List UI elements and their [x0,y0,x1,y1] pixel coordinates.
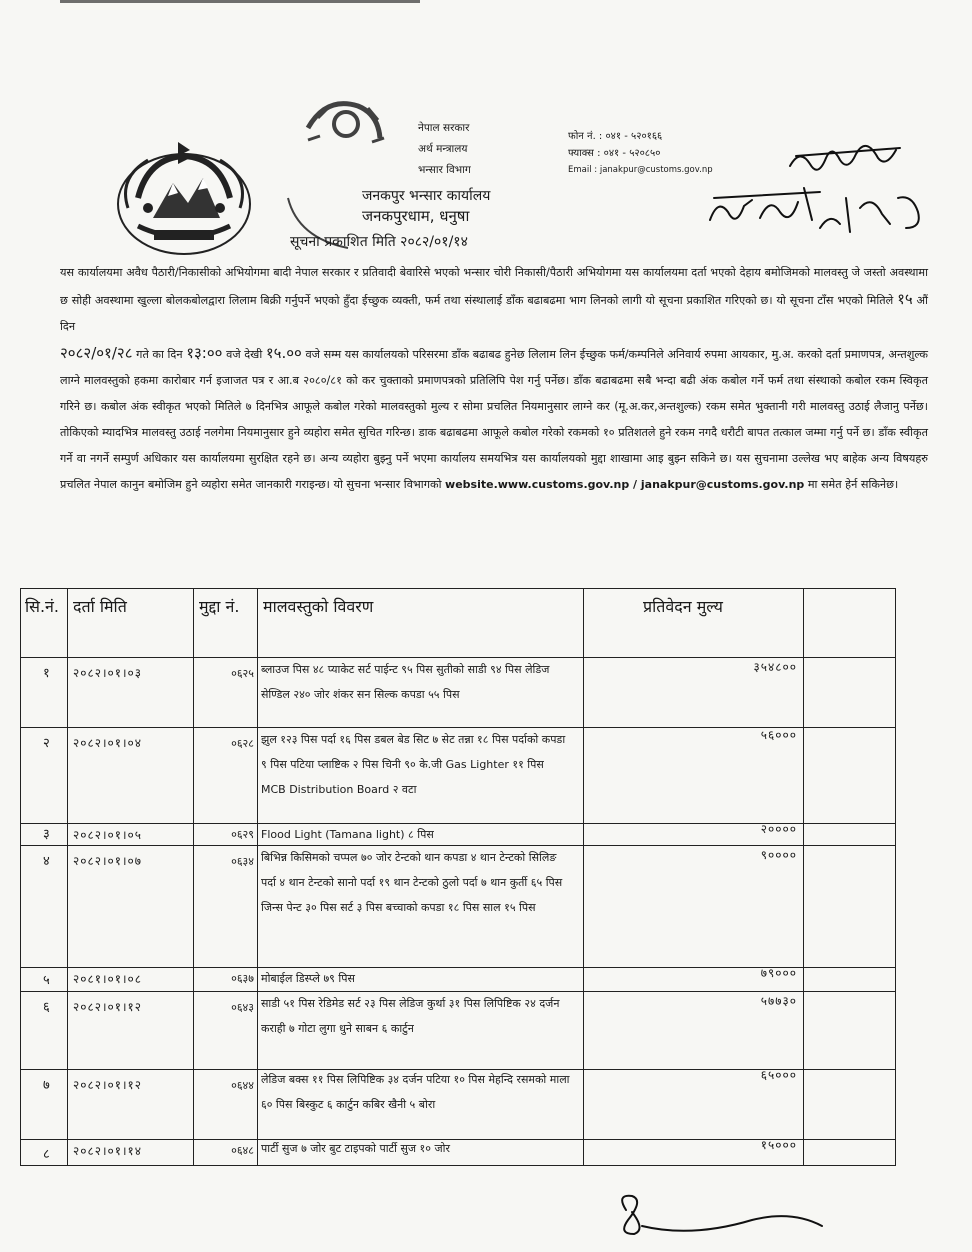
row-3-sn: ३ [43,827,50,842]
row-1-desc: ब्लाउज पिस ४८ प्याकेट सर्ट पाईन्ट ९५ पिस सुतीको साडी ९४ पिस लेडिज सेण्डिल २४० जोर शंकर सन सिल्क कपडा ५५ पिस [261,663,550,701]
row-3-date: २०८२।०१।०५ [73,828,143,842]
row-5-value: ७९००० [760,966,797,980]
row-6-date: २०८२।०१।१२ [73,1000,143,1014]
row-5-date: २०८१।०१।०८ [73,972,143,986]
table-col-divider [257,589,258,1165]
row-4-date: २०८२।०१।०७ [73,854,143,868]
phone-number: फोन नं. : ०४१ - ५२०१६६ [568,131,663,142]
row-1-value: ३५४८०० [753,660,797,674]
row-8-value: १५००० [760,1138,797,1152]
header-value: प्रतिवेदन मुल्य [643,597,723,616]
row-1-sn: १ [43,666,50,681]
row-5-desc: मोबाईल डिस्प्ले ७९ पिस [261,972,355,985]
table-col-divider [583,589,584,1165]
row-6-sn: ६ [43,1000,50,1015]
header-desc: मालवस्तुको विवरण [263,597,374,616]
row-7-case: ०६४४ [231,1079,254,1092]
office-name: जनकपुर भन्सार कार्यालय [362,188,491,204]
row-4-case: ०६३४ [231,855,254,868]
notice-text-end: मा समेत हेर्न सकिनेछ। [807,478,899,491]
office-location: जनकपुरधाम, धनुषा [362,207,470,225]
auction-end-time: १५.०० [265,344,302,362]
row-6-desc: साडी ५१ पिस रेडिमेड सर्ट २३ पिस लेडिज कुर्था ३१ पिस लिपिष्टिक २४ दर्जन कराही ७ गोटा लुगा धुने साबन ६ कार्टुन [261,997,560,1035]
table-col-divider [193,589,194,1165]
row-8-date: २०८२।०१।१४ [73,1144,143,1158]
row-5-case: ०६३७ [231,972,254,985]
auction-date: २०८२/०१/२८ [60,344,133,362]
row-2-date: २०८२।०१।०४ [73,736,143,750]
row-7-sn: ७ [43,1078,50,1093]
row-7-desc: लेडिज बक्स ११ पिस लिपिष्टिक ३४ दर्जन पटिया १० पिस मेहन्दि रसमको माला ६० पिस बिस्कुट ६ कार्टुन कबिर खैनी ५ बोरा [261,1073,570,1111]
nepal-emblem-icon [108,138,260,260]
header-case: मुद्दा नं. [199,597,240,616]
row-3-value: २०००० [760,822,797,836]
publish-date: सूचना प्रकाशित मिति २०८२/०१/१४ [290,234,468,250]
row-6-value: ५७७३० [760,994,797,1008]
notice-text-2a: गते का दिन [136,348,183,361]
row-2-desc: झुल १२३ पिस पर्दा १६ पिस डबल बेड सिट ७ सेट तन्ना १८ पिस पर्दाको कपडा ९ पिस पटिया प्लाष्टिक २ पिस चिनी ९० के.जी Gas Lighter ११ पिस MCB Distribution Board २ वटा [261,733,566,796]
header-sn: सि.नं. [25,597,60,616]
row-3-case: ०६२९ [231,828,254,841]
header-date: दर्ता मिति [73,597,127,616]
table-col-divider [67,589,68,1165]
auction-start-time: १३:०० [186,344,223,362]
notice-text-1: यस कार्यालयमा अवैध पैठारी/निकासीको अभियोगमा बादी नेपाल सरकार र प्रतिवादी बेवारिसे भएको भन्सार चोरी निकासी/पैठारी अभियोगमा यस कार्यालयमा दर्ता भएको देहाय बमोजिमको मालवस्तु जे जस्तो अवस्थामा छ सोही अवस्थामा खुल्ला बोलकबोलद्वारा लिलाम बिक्री गर्नुपर्ने भएको हुँदा ईच्छुक व्यक्ती, फर्म तथा संस्थालाई डाँक बढाबढमा भाग लिनको लागी यो सूचना प्रकाशित गरिएको छ। यो सूचना टाँस भएको मितिले [60,266,928,307]
office-block [362,186,490,226]
row-8-case: ०६४८ [231,1144,254,1157]
table-col-divider [803,589,804,1165]
row-2-value: ५६००० [760,728,797,742]
row-6-case: ०६४३ [231,1001,254,1014]
row-2-case: ०६२८ [231,737,254,750]
row-8-sn: ८ [43,1147,50,1162]
handwritten-note [700,128,930,248]
row-7-date: २०८२।०१।१२ [73,1078,143,1092]
row-7-value: ६५००० [760,1068,797,1082]
row-2-sn: २ [43,736,50,751]
row-3-desc: Flood Light (Tamana light) ८ पिस [261,828,434,841]
gov-name: नेपाल सरकार [418,122,470,134]
contact-block [568,128,713,179]
department-name: भन्सार विभाग [418,164,471,176]
row-8-desc: पार्टी सुज ७ जोर बुट टाइपको पार्टी सुज १० जोर [261,1142,450,1155]
fax-number: फ्याक्स : ०४१ - ५२०८५० [568,148,661,159]
row-4-value: ९०००० [760,848,797,862]
notice-days: १५ [897,290,913,308]
notice-text-2b: वजे देखी [226,348,263,361]
scan-edge [60,0,420,3]
ministry-name: अर्थ मन्त्रालय [418,143,468,155]
row-4-sn: ४ [43,854,50,869]
website-link[interactable]: website.www.customs.gov.np / janakpur@customs.gov.np [445,478,805,491]
row-4-desc: बिभिन्न किसिमको चप्पल ७० जोर टेन्टको थान कपडा ४ थान टेन्टको सिलिङ पर्दा ४ थान टेन्टको सानो पर्दा १९ थान टेन्टको ठुलो पर्दा ७ थान कुर्ती ६५ पिस जिन्स पेन्ट ३० पिस सर्ट ३ पिस बच्चाको कपडा १८ पिस साल १५ पिस [261,851,563,914]
goods-table [20,588,896,1166]
notice-days-suffix: औं दिन [60,294,928,333]
notice-text-2c: वजे सम्म यस कार्यालयको परिसरमा डाँक बढाबढ हुनेछ लिलाम लिन ईच्छुक फर्म/कम्पनिले अनिवार्य रुपमा आयकार, मु.अ. करको दर्ता प्रमाणपत्र, अन्तशुल्क लाग्ने मालवस्तुको हकमा कारोबार गर्न इजाजत पत्र र आ.ब २०८०/८१ को कर चुक्ताको प्रमाणपत्रको प्रतिलिपि पेश गर्नु पर्नेछ। डाँक बढाबढमा सबै भन्दा बढी अंक कबोल गर्ने फर्म तथा संस्थाको कबोल रकम स्विकृत गरिने छ। कबोल अंक स्वीकृत भएको मितिले ७ दिनभित्र आफूले कबोल गरेको मालवस्तुको मुल्य र सोमा प्रचलित नियमानुसार लाग्ने कर (मू.अ.कर,अन्तशुल्क) रकम समेत भुक्तानी गरी मालवस्तु उठाई लैजानु पर्नेछ। तोकिएको म्यादभित्र मालवस्तु उठाई नलगेमा नियमानुसार हुने व्यहोरा समेत सुचित गरिन्छ। डाक बढाबढमा आफूले कबोल गरेको रकमको १० प्रतिशतले हुने रकम नगदै धरौटी बापत तत्काल जम्मा गर्नु पर्ने छ। डाँक स्वीकृत गर्ने वा नगर्ने सम्पुर्ण अधिकार यस कार्यालयमा सुरक्षित रहने छ। अन्य व्यहोरा बुझ्नु पर्ने भएमा कार्यालय समयभित्र यस कार्यालयको मुद्दा शाखामा आइ बुझ्न सकिने छ। यस सुचनामा उल्लेख भए बाहेक अन्य विषयहरु प्रचलित नेपाल कानुन बमोजिम हुने व्यहोरा समेत जानकारी गराइन्छ। यो सुचना भन्सार विभागको [60,348,929,491]
signature [612,1190,832,1240]
email-address: Email : janakpur@customs.gov.np [568,165,713,175]
row-1-case: ०६२५ [231,667,254,680]
notice-paragraph [60,260,928,498]
row-5-sn: ५ [43,973,50,988]
row-1-date: २०८२।०१।०३ [73,666,143,680]
government-hierarchy [418,118,471,181]
